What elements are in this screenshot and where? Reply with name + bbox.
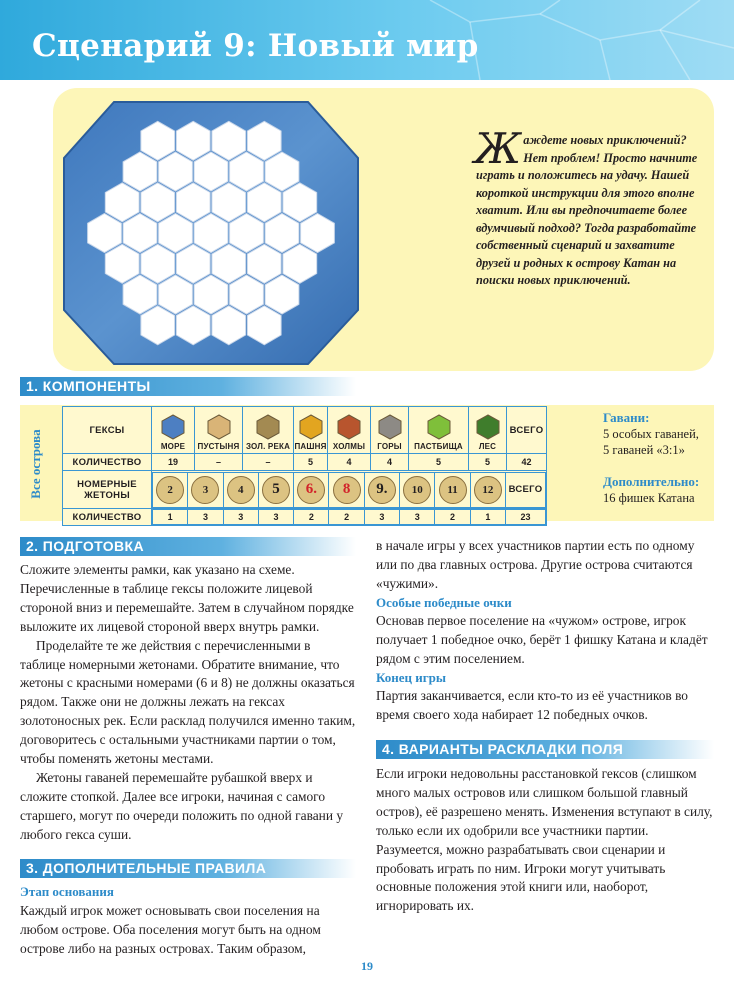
hex-count: – [243,454,294,471]
hex-count: – [195,454,243,471]
game-end-text: Партия заканчивается, если кто-то из её участников во время своего хода набирает 12 победных очков. [376,688,688,722]
number-token-cell [223,472,258,507]
hex-gold-river: ЗОЛ. РЕКА [243,407,294,454]
number-token: 4 [227,476,255,504]
token-count: 2 [435,510,470,525]
extra-info: Дополнительно: 16 фишек Катана [603,474,700,505]
hex-count: 4 [328,454,371,471]
desert-hex-icon [207,414,231,440]
hex-count: 19 [152,454,195,471]
setup-paragraph: Жетоны гаваней перемешайте рубашкой вверх и сложите стопкой. Далее все игроки, начиная с самого старшего, могут по очереди положить по одной гавани у любого гекса суши. [20,769,344,842]
setup-text [20,561,358,845]
number-token: 8 [333,476,361,504]
founding-paragraph-end: в начале игры у всех участников партии есть по одному или по два главных острова. Другие острова считаются «чужими». [376,538,695,591]
number-token-cell [435,472,470,507]
setup-paragraph: Сложите элементы рамки, как указано на схеме. Перечисленные в таблице гексы положите лицевой стороной вниз и перемешайте. Затем в случайном порядке выложите их лицевой стороной вверх внутрь рамки. [20,562,354,634]
founding-text-start [20,902,358,959]
sea-hex-icon [161,414,185,440]
page-number: 19 [361,959,373,973]
section-heading-rules: 3. ДОПОЛНИТЕЛЬНЫЕ ПРАВИЛА [20,859,356,878]
special-vp-text: Основав первое поселение на «чужом» острове, игрок получает 1 победное очко, берёт 1 фишку Катана и кладёт рядом с этим поселением. [376,613,708,666]
token-total-header: ВСЕГО [506,472,546,507]
founding-paragraph-start: Каждый игрок может основывать свои поселения на любом острове. Оба поселения могут быть на одном острове либо на разных островах. Таким образом, [20,903,321,956]
mountains-hex-icon [378,414,402,440]
token-count-row [63,509,547,526]
founding-title: Этап основания [20,884,114,899]
number-token: 10 [403,476,431,504]
token-count: 3 [258,510,293,525]
gold-river-hex-icon [256,414,280,440]
variants-text [376,765,714,916]
number-token: 9. [368,476,396,504]
token-count: 1 [470,510,505,525]
game-end-title: Конец игры [376,670,447,685]
components-table [62,406,547,526]
token-header: НОМЕРНЫЕ ЖЕТОНЫ [63,471,152,509]
number-token: 11 [439,476,467,504]
token-count: 2 [294,510,329,525]
intro-body: аждете новых приключений? Нет проблем! Просто начните играть и положитесь на удачу. Нашей короткой инструкции для этого вполне хватит. Или вы предпочитаете более вдумчивый подход? Тогда разработайте собственный сценарий и захватите друзей и родных к острову Катан на поиски новых приключений. [476,133,698,287]
token-count: 2 [329,510,364,525]
hex-count: 5 [469,454,507,471]
hex-count: 5 [409,454,469,471]
special-vp-title: Особые победные очки [376,595,512,610]
token-count: 1 [153,510,188,525]
hex-total: 42 [507,454,547,471]
token-count: 3 [223,510,258,525]
game-board-diagram [62,100,360,366]
all-islands-label: Все острова [28,429,43,499]
number-token: 2 [156,476,184,504]
token-count: 3 [188,510,223,525]
title-banner [0,0,734,80]
token-total: 23 [506,510,546,525]
hex-mountains: ГОРЫ [371,407,409,454]
drop-cap: Ж [474,124,522,173]
number-token-cell [400,472,435,507]
token-row [63,471,547,509]
number-token-cell [364,472,399,507]
section-heading-components: 1. КОМПОНЕНТЫ [20,377,356,396]
hex-total-header: ВСЕГО [507,407,547,454]
hills-hex-icon [337,414,361,440]
hex-sea: МОРЕ [152,407,195,454]
section-heading-variants: 4. ВАРИАНТЫ РАСКЛАДКИ ПОЛЯ [376,740,714,759]
number-token-cell [329,472,364,507]
setup-paragraph: Проделайте те же действия с перечисленными в таблице номерными жетонами. Обратите внимание, что жетоны с красными номерами (6 и 8) не должны оказаться рядом. Также они не должны лежать на гексах золотоносных рек. Если расклад получился именно таким, договоритесь с остальными участниками партии о том, чтобы поменять жетоны местами. [20,637,356,767]
hex-desert: ПУСТЫНЯ [195,407,243,454]
hex-count: 5 [294,454,328,471]
number-token: 5 [262,476,290,504]
hex-fields: ПАШНЯ [294,407,328,454]
hex-count: 4 [371,454,409,471]
forest-hex-icon [476,414,500,440]
variants-paragraph: Разумеется, можно разрабатывать свои сценарии и пробовать играть по ним. Игроки могут учитывать основные положения этой книги или, наоборот, игнорировать их. [376,841,666,914]
number-token: 3 [191,476,219,504]
token-count-label: КОЛИЧЕСТВО [63,509,152,526]
fields-hex-icon [299,414,323,440]
page-title: Сценарий 9: Новый мир [32,28,479,64]
number-token-cell [188,472,223,507]
pasture-hex-icon [427,414,451,440]
number-token-cell [153,472,188,507]
right-column [376,537,714,594]
number-token-cell [470,472,505,507]
number-token: 12 [474,476,502,504]
hex-hills: ХОЛМЫ [328,407,371,454]
number-token-cell [294,472,329,507]
number-token: 6. [297,476,325,504]
hex-count-row [63,454,547,471]
hex-pasture: ПАСТБИЩА [409,407,469,454]
intro-text [474,124,706,290]
hex-forest: ЛЕС [469,407,507,454]
hex-header: ГЕКСЫ [63,407,152,454]
token-count: 3 [400,510,435,525]
harbors-info: Гавани: 5 особых гаваней, 5 гаваней «3:1» [603,410,699,457]
token-count: 3 [364,510,399,525]
variants-paragraph: Если игроки недовольны расстановкой гексов (слишком много малых островов или слишком большой главный остров), её разрешено менять. Изменения вступают в силу, только если их одобрили все участники партии. [376,766,713,838]
hex-header-row [63,407,547,454]
hex-count-label: КОЛИЧЕСТВО [63,454,152,471]
number-token-cell [258,472,293,507]
section-heading-setup: 2. ПОДГОТОВКА [20,537,356,556]
